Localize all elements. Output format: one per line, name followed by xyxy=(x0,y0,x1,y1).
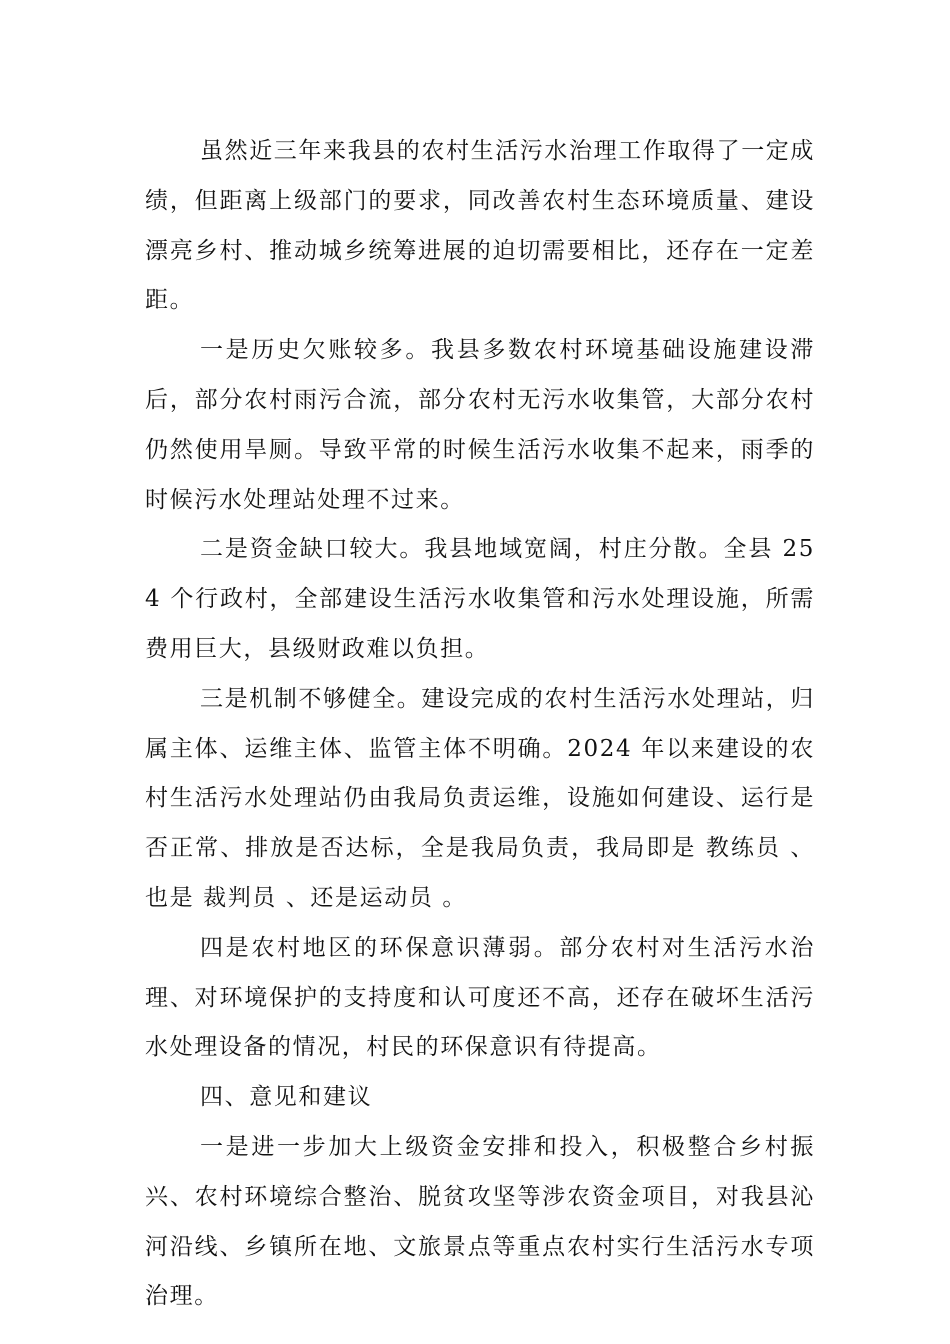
paragraph-funding-gap: 二是资金缺口较大。我县地域宽阔，村庄分散。全县 254 个行政村，全部建设生活污水收集管和污水处理设施，所需费用巨大，县级财政难以负担。 xyxy=(145,536,815,662)
document-body xyxy=(145,127,815,1322)
paragraph-suggestion-one: 一是进一步加大上级资金安排和投入，积极整合乡村振兴、农村环境综合整治、脱贫攻坚等涉农资金项目，对我县沁河沿线、乡镇所在地、文旅景点等重点农村实行生活污水专项治理。 xyxy=(145,1133,815,1310)
paragraph-mechanism: 三是机制不够健全。建设完成的农村生活污水处理站，归属主体、运维主体、监管主体不明确。2024 年以来建设的农村生活污水处理站仍由我局负责运维，设施如何建设、运行是否正常、排放是否达标，全是我局负责，我局即是 教练员 、也是 裁判员 、还是运动员 。 xyxy=(145,685,815,911)
paragraph-history-debt: 一是历史欠账较多。我县多数农村环境基础设施建设滞后，部分农村雨污合流，部分农村无污水收集管，大部分农村仍然使用旱厕。导致平常的时候生活污水收集不起来，雨季的时候污水处理站处理不过来。 xyxy=(145,337,815,513)
paragraph-awareness: 四是农村地区的环保意识薄弱。部分农村对生活污水治理、对环境保护的支持度和认可度还不高，还存在破坏生活污水处理设备的情况，村民的环保意识有待提高。 xyxy=(145,934,815,1061)
paragraph-intro: 虽然近三年来我县的农村生活污水治理工作取得了一定成绩，但距离上级部门的要求，同改善农村生态环境质量、建设漂亮乡村、推动城乡统筹进展的迫切需要相比，还存在一定差距。 xyxy=(145,138,815,314)
section-heading-suggestions: 四、意见和建议 xyxy=(200,1084,373,1111)
